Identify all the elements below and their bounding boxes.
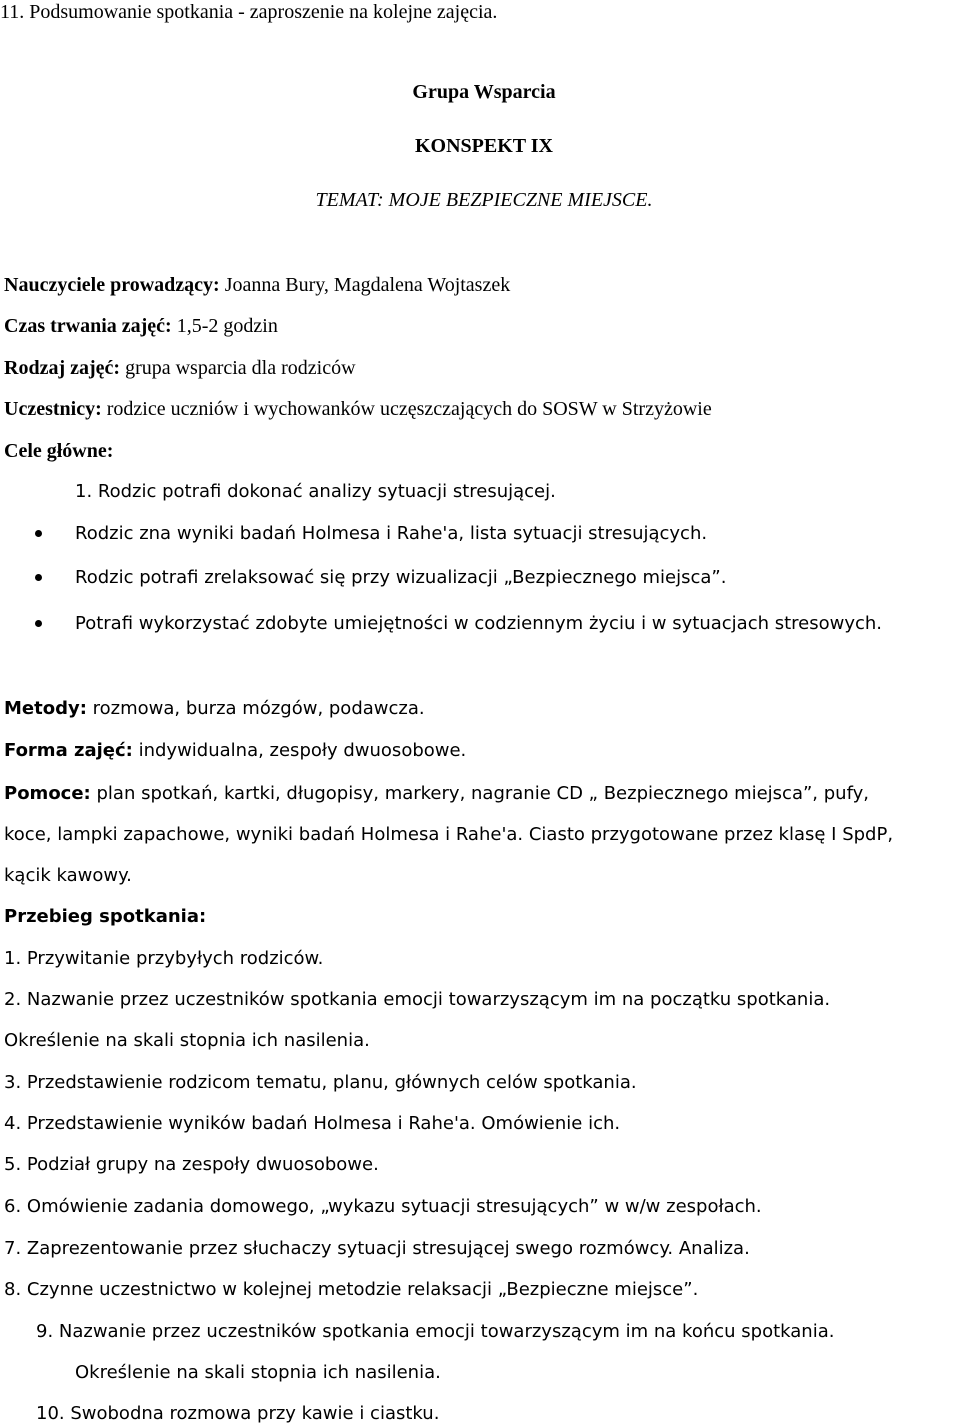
teachers-value: Joanna Bury, Magdalena Wojtaszek bbox=[219, 274, 511, 296]
form-line bbox=[4, 739, 466, 763]
course-step-10: 10. Swobodna rozmowa przy kawie i ciastku. bbox=[36, 1403, 440, 1424]
goal-bullet-2: Rodzic potrafi zrelaksować się przy wizualizacji „Bezpiecznego miejsca”. bbox=[75, 567, 727, 588]
course-step-7: 7. Zaprezentowanie przez słuchaczy sytuacji stresującej swego rozmówcy. Analiza. bbox=[4, 1238, 750, 1259]
course-step-2: 2. Nazwanie przez uczestników spotkania emocji towarzyszącym im na początku spotkania. bbox=[4, 989, 831, 1010]
goal-bullet-1: Rodzic zna wyniki badań Holmesa i Rahe'a, lista sytuacji stresujących. bbox=[75, 523, 708, 544]
duration-value: 1,5-2 godzin bbox=[171, 315, 278, 337]
bullet-dot-icon bbox=[35, 620, 42, 627]
duration-label: Czas trwania zajęć: bbox=[4, 315, 172, 337]
group-title: Grupa Wsparcia bbox=[412, 81, 556, 103]
agenda-item-11: 11. Podsumowanie spotkania - zaproszenie na kolejne zajęcia. bbox=[0, 1, 498, 23]
course-step-9-cont: Określenie na skali stopnia ich nasilenia. bbox=[75, 1362, 441, 1383]
aids-line-1 bbox=[4, 782, 869, 806]
course-step-4: 4. Przedstawienie wyników badań Holmesa i Rahe'a. Omówienie ich. bbox=[4, 1113, 621, 1134]
participants-label: Uczestnicy: bbox=[4, 398, 102, 420]
aids-label: Pomoce: bbox=[4, 783, 91, 804]
course-step-1: 1. Przywitanie przybyłych rodziców. bbox=[4, 948, 324, 969]
duration-line bbox=[4, 314, 278, 338]
course-step-5: 5. Podział grupy na zespoły dwuosobowe. bbox=[4, 1154, 379, 1175]
aids-line-3: kącik kawowy. bbox=[4, 865, 132, 886]
type-line bbox=[4, 356, 356, 380]
goals-label: Cele główne: bbox=[4, 440, 114, 462]
form-label: Forma zajęć: bbox=[4, 740, 133, 761]
aids-value-1: plan spotkań, kartki, długopisy, markery, nagranie CD „ Bezpiecznego miejsca”, pufy, bbox=[90, 783, 869, 804]
methods-line bbox=[4, 697, 425, 721]
topic-title: TEMAT: MOJE BEZPIECZNE MIEJSCE. bbox=[315, 189, 653, 211]
course-step-9: 9. Nazwanie przez uczestników spotkania emocji towarzyszącym im na końcu spotkania. bbox=[36, 1321, 835, 1342]
teachers-line bbox=[4, 273, 510, 297]
methods-value: rozmowa, burza mózgów, podawcza. bbox=[86, 698, 425, 719]
type-value: grupa wsparcia dla rodziców bbox=[120, 357, 356, 379]
participants-line bbox=[4, 397, 712, 421]
methods-label: Metody: bbox=[4, 698, 87, 719]
goal-bullet-3: Potrafi wykorzystać zdobyte umiejętności w codziennym życiu i w sytuacjach stresowych. bbox=[75, 613, 883, 634]
course-step-3: 3. Przedstawienie rodzicom tematu, planu, głównych celów spotkania. bbox=[4, 1072, 637, 1093]
bullet-dot-icon bbox=[35, 574, 42, 581]
course-step-8: 8. Czynne uczestnictwo w kolejnej metodzie relaksacji „Bezpieczne miejsce”. bbox=[4, 1279, 699, 1300]
type-label: Rodzaj zajęć: bbox=[4, 357, 121, 379]
aids-line-2: koce, lampki zapachowe, wyniki badań Holmesa i Rahe'a. Ciasto przygotowane przez klasę I SpdP, bbox=[4, 824, 894, 845]
course-step-2-cont: Określenie na skali stopnia ich nasilenia. bbox=[4, 1030, 370, 1051]
bullet-dot-icon bbox=[35, 530, 42, 537]
konspekt-title: KONSPEKT IX bbox=[415, 135, 553, 157]
course-step-6: 6. Omówienie zadania domowego, „wykazu sytuacji stresujących” w w/w zespołach. bbox=[4, 1196, 762, 1217]
course-label: Przebieg spotkania: bbox=[4, 906, 207, 927]
teachers-label: Nauczyciele prowadzący: bbox=[4, 274, 220, 296]
goal-1: 1. Rodzic potrafi dokonać analizy sytuacji stresującej. bbox=[75, 481, 556, 502]
form-value: indywidualna, zespoły dwuosobowe. bbox=[132, 740, 467, 761]
participants-value: rodzice uczniów i wychowanków uczęszczających do SOSW w Strzyżowie bbox=[101, 398, 712, 420]
